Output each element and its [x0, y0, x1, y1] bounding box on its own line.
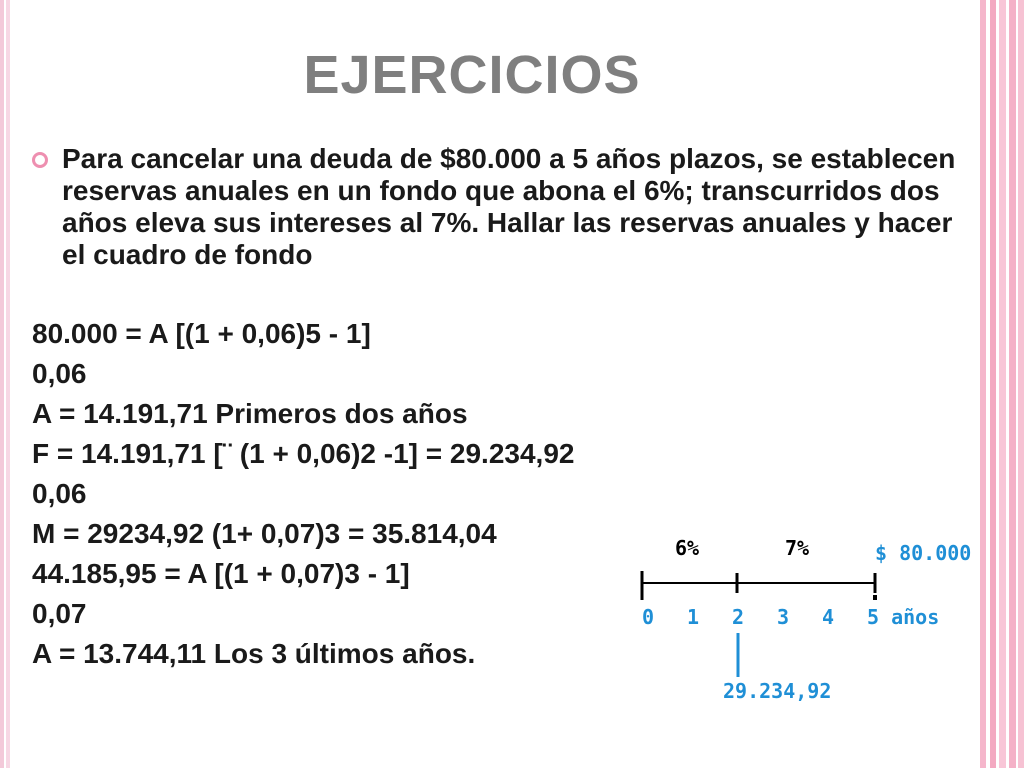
tick-label-5: 5 años: [867, 605, 940, 629]
equation-line: A = 14.191,71 Primeros dos años: [32, 398, 468, 429]
tick-label-2: 2: [732, 605, 745, 629]
rate-label-7: 7%: [785, 536, 810, 560]
amount-label: $ 80.000: [875, 541, 972, 565]
tick-label-0: 0: [642, 605, 655, 629]
left-border-decoration: [0, 0, 10, 768]
tick-label-1: 1: [687, 605, 700, 629]
rate-label-6: 6%: [675, 536, 700, 560]
equation-line: 0,07: [32, 598, 87, 629]
timeline-diagram: [620, 525, 980, 710]
equation-line: A = 13.744,11 Los 3 últimos años.: [32, 638, 476, 669]
equation-line: 44.185,95 = A [(1 + 0,07)3 - 1]: [32, 558, 410, 589]
page-title: EJERCICIOS: [303, 45, 641, 105]
right-stripes-decoration: [974, 0, 1024, 768]
equation-line: M = 29234,92 (1+ 0,07)3 = 35.814,04: [32, 518, 497, 549]
equation-line: 0,06: [32, 478, 87, 509]
tick-label-4: 4: [822, 605, 835, 629]
timeline-end-dot: [873, 595, 877, 600]
problem-statement: Para cancelar una deuda de $80.000 a 5 años plazos, se establecen reservas anuales en un fondo que abona el 6%; transcurridos dos años eleva sus intereses al 7%. Hallar las reservas anuales y hacer el cuadro de fondo: [62, 143, 956, 270]
value-label: 29.234,92: [723, 679, 832, 703]
equation-line: 80.000 = A [(1 + 0,06)5 - 1]: [32, 318, 371, 349]
equation-line: 0,06: [32, 358, 87, 389]
tick-label-3: 3: [777, 605, 790, 629]
equation-line: F = 14.191,71 [¨ (1 + 0,06)2 -1] = 29.234,92: [32, 438, 575, 469]
bullet-circle-icon: [32, 152, 48, 168]
